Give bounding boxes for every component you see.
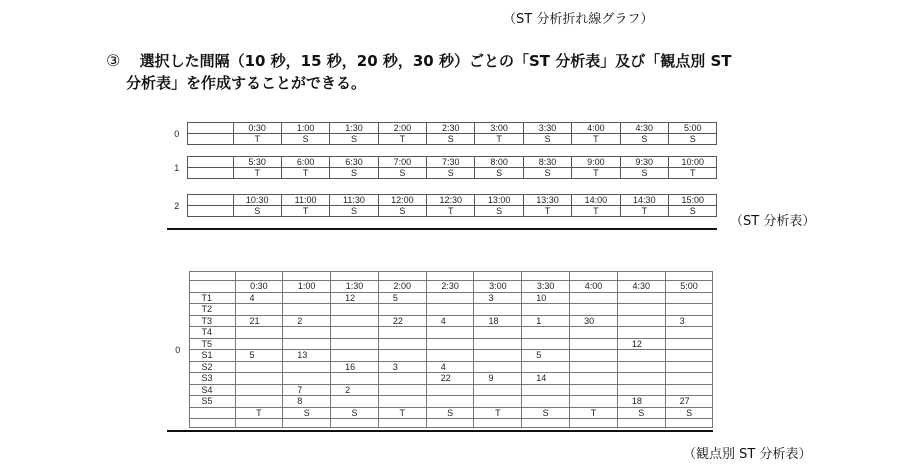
viewpoint-value-cell: [522, 396, 570, 408]
st-code-cell: S: [427, 134, 475, 145]
viewpoint-blank-cell: [426, 272, 474, 281]
st-code-cell: T: [572, 168, 620, 179]
viewpoint-blank-cell: [331, 419, 379, 428]
st-time-cell: 7:30: [427, 157, 475, 168]
viewpoint-blank-cell: [235, 272, 283, 281]
viewpoint-value-cell: [665, 384, 713, 396]
viewpoint-time-header: 0:30: [235, 281, 283, 293]
viewpoint-value-cell: [617, 315, 665, 327]
viewpoint-value-cell: 8: [283, 396, 331, 408]
viewpoint-value-cell: [474, 338, 522, 350]
viewpoint-value-cell: [426, 292, 474, 304]
viewpoint-summary-blank: [189, 407, 235, 419]
viewpoint-value-cell: [426, 350, 474, 362]
viewpoint-value-cell: [665, 350, 713, 362]
st-table-group: [167, 156, 717, 179]
st-code-cell: S: [523, 134, 571, 145]
viewpoint-summary-code: T: [474, 407, 522, 419]
viewpoint-value-cell: 1: [522, 315, 570, 327]
st-group-label: 2: [167, 195, 187, 217]
viewpoint-value-cell: [331, 396, 379, 408]
viewpoint-summary-code: S: [665, 407, 713, 419]
viewpoint-value-cell: [522, 327, 570, 339]
viewpoint-row-label: S2: [189, 361, 235, 373]
viewpoint-value-cell: [570, 304, 618, 316]
viewpoint-row-label: T5: [189, 338, 235, 350]
st-code-cell: S: [523, 168, 571, 179]
st-table-group: [167, 122, 717, 145]
viewpoint-value-cell: [665, 304, 713, 316]
viewpoint-value-cell: 22: [378, 315, 426, 327]
viewpoint-group-label: 0: [167, 272, 189, 428]
viewpoint-row-label: S5: [189, 396, 235, 408]
st-code-cell: S: [281, 134, 329, 145]
st-time-cell: 0:30: [233, 123, 281, 134]
viewpoint-value-cell: 5: [235, 350, 283, 362]
heading-line-1: 選択した間隔（10 秒，15 秒，20 秒，30 秒）ごとの「ST 分析表」及び「観点別 ST: [139, 52, 732, 70]
viewpoint-blank-cell: [570, 272, 618, 281]
st-time-cell: 14:30: [620, 195, 668, 206]
st-time-cell: 3:30: [523, 123, 571, 134]
st-time-cell: 6:30: [330, 157, 378, 168]
st-time-cell: 8:00: [475, 157, 523, 168]
viewpoint-value-cell: [426, 396, 474, 408]
st-code-cell: T: [378, 134, 426, 145]
st-time-cell: 1:30: [330, 123, 378, 134]
viewpoint-value-cell: [235, 361, 283, 373]
viewpoint-blank-cell: [617, 419, 665, 428]
st-time-cell: 10:00: [669, 157, 717, 168]
viewpoint-value-cell: [617, 350, 665, 362]
viewpoint-value-cell: [235, 384, 283, 396]
st-time-cell: 11:00: [281, 195, 329, 206]
st-time-cell: 8:30: [523, 157, 571, 168]
viewpoint-blank-cell: [522, 272, 570, 281]
viewpoint-time-header: 4:30: [617, 281, 665, 293]
viewpoint-blank-cell: [235, 419, 283, 428]
st-time-cell: 9:30: [620, 157, 668, 168]
viewpoint-time-header: 2:30: [426, 281, 474, 293]
viewpoint-value-cell: [235, 396, 283, 408]
viewpoint-value-cell: 16: [331, 361, 379, 373]
viewpoint-row-label: T3: [189, 315, 235, 327]
st-code-cell: S: [330, 206, 378, 217]
viewpoint-time-header: 4:00: [570, 281, 618, 293]
st-code-cell: T: [523, 206, 571, 217]
st-blank-cell: [187, 206, 233, 217]
st-blank-cell: [187, 168, 233, 179]
st-code-cell: T: [572, 206, 620, 217]
st-time-cell: 12:30: [427, 195, 475, 206]
viewpoint-time-header: 3:30: [522, 281, 570, 293]
viewpoint-value-cell: [283, 338, 331, 350]
st-time-cell: 2:30: [427, 123, 475, 134]
viewpoint-value-cell: [283, 327, 331, 339]
viewpoint-value-cell: 5: [378, 292, 426, 304]
viewpoint-value-cell: [570, 338, 618, 350]
viewpoint-row-label: S4: [189, 384, 235, 396]
circled-number-marker: ③: [106, 51, 121, 70]
viewpoint-value-cell: 18: [474, 315, 522, 327]
st-code-cell: T: [475, 134, 523, 145]
viewpoint-value-cell: [378, 384, 426, 396]
viewpoint-blank-cell: [378, 419, 426, 428]
st-time-cell: 4:30: [620, 123, 668, 134]
st-code-cell: T: [281, 206, 329, 217]
st-code-cell: S: [669, 206, 717, 217]
viewpoint-value-cell: [665, 327, 713, 339]
st-code-cell: T: [669, 168, 717, 179]
st-time-cell: 15:00: [669, 195, 717, 206]
viewpoint-value-cell: [570, 327, 618, 339]
viewpoint-value-cell: [570, 373, 618, 385]
st-code-cell: S: [233, 206, 281, 217]
viewpoint-value-cell: [617, 373, 665, 385]
viewpoint-value-cell: [617, 327, 665, 339]
viewpoint-time-header: 1:00: [283, 281, 331, 293]
viewpoint-summary-code: S: [283, 407, 331, 419]
viewpoint-blank-cell: [474, 272, 522, 281]
viewpoint-blank-cell: [665, 419, 713, 428]
viewpoint-header-blank: [189, 281, 235, 293]
viewpoint-table-row: [167, 350, 713, 362]
viewpoint-value-cell: 10: [522, 292, 570, 304]
viewpoint-value-cell: [426, 304, 474, 316]
viewpoint-value-cell: 4: [426, 361, 474, 373]
viewpoint-value-cell: [378, 304, 426, 316]
viewpoint-value-cell: [570, 292, 618, 304]
viewpoint-table-row: [167, 315, 713, 327]
viewpoint-blank-cell: [617, 272, 665, 281]
st-time-cell: 10:30: [233, 195, 281, 206]
st-time-cell: 2:00: [378, 123, 426, 134]
viewpoint-value-cell: [665, 338, 713, 350]
viewpoint-value-cell: [378, 373, 426, 385]
viewpoint-blank-cell: [378, 272, 426, 281]
viewpoint-value-cell: 5: [522, 350, 570, 362]
viewpoint-value-cell: 2: [331, 384, 379, 396]
viewpoint-time-header: 1:30: [331, 281, 379, 293]
viewpoint-value-cell: 4: [235, 292, 283, 304]
viewpoint-value-cell: 21: [235, 315, 283, 327]
viewpoint-value-cell: [235, 304, 283, 316]
viewpoint-value-cell: 22: [426, 373, 474, 385]
viewpoint-value-cell: 12: [617, 338, 665, 350]
viewpoint-value-cell: 9: [474, 373, 522, 385]
viewpoint-value-cell: [522, 338, 570, 350]
st-group-label: 0: [167, 123, 187, 145]
st-code-cell: S: [475, 168, 523, 179]
viewpoint-value-cell: 3: [378, 361, 426, 373]
viewpoint-value-cell: [474, 350, 522, 362]
viewpoint-blank-cell: [331, 272, 379, 281]
viewpoint-blank-cell: [522, 419, 570, 428]
st-time-cell: 13:00: [475, 195, 523, 206]
st-time-cell: 7:00: [378, 157, 426, 168]
viewpoint-value-cell: [331, 327, 379, 339]
chart-caption: （ST 分析折れ線グラフ）: [503, 12, 654, 27]
viewpoint-summary-code: S: [617, 407, 665, 419]
viewpoint-value-cell: [426, 384, 474, 396]
st-code-cell: S: [669, 134, 717, 145]
viewpoint-time-header: 5:00: [665, 281, 713, 293]
viewpoint-value-cell: [522, 361, 570, 373]
viewpoint-value-cell: 27: [665, 396, 713, 408]
st-table-caption: （ST 分析表）: [730, 214, 816, 229]
viewpoint-value-cell: 12: [331, 292, 379, 304]
st-time-cell: 9:00: [572, 157, 620, 168]
viewpoint-value-cell: [235, 327, 283, 339]
st-code-cell: T: [620, 206, 668, 217]
viewpoint-value-cell: [331, 350, 379, 362]
st-code-cell: S: [378, 206, 426, 217]
st-time-cell: 1:00: [281, 123, 329, 134]
viewpoint-table-row: [167, 338, 713, 350]
st-code-cell: S: [330, 134, 378, 145]
viewpoint-value-cell: [331, 338, 379, 350]
viewpoint-table-row: [167, 327, 713, 339]
viewpoint-table-grid: [167, 271, 713, 428]
viewpoint-value-cell: [665, 292, 713, 304]
viewpoint-value-cell: [617, 292, 665, 304]
viewpoint-row-label: S1: [189, 350, 235, 362]
st-code-cell: T: [427, 206, 475, 217]
viewpoint-value-cell: 2: [283, 315, 331, 327]
st-blank-cell: [187, 123, 233, 134]
viewpoint-row-label: T2: [189, 304, 235, 316]
viewpoint-row-label: T4: [189, 327, 235, 339]
viewpoint-value-cell: 3: [665, 315, 713, 327]
viewpoint-value-cell: [283, 361, 331, 373]
st-time-cell: 11:30: [330, 195, 378, 206]
st-code-cell: S: [330, 168, 378, 179]
st-time-cell: 6:00: [281, 157, 329, 168]
viewpoint-value-cell: [665, 373, 713, 385]
viewpoint-summary-code: S: [426, 407, 474, 419]
viewpoint-value-cell: [331, 304, 379, 316]
viewpoint-value-cell: [570, 384, 618, 396]
viewpoint-summary-code: T: [235, 407, 283, 419]
heading-line-2: 分析表」を作成することができる。: [126, 74, 367, 92]
section-heading: [106, 50, 731, 72]
viewpoint-table-bottom-rule: [167, 430, 713, 432]
st-time-cell: 4:00: [572, 123, 620, 134]
st-time-cell: 5:00: [669, 123, 717, 134]
viewpoint-value-cell: [665, 361, 713, 373]
st-time-cell: 12:00: [378, 195, 426, 206]
viewpoint-value-cell: [522, 304, 570, 316]
viewpoint-value-cell: 3: [474, 292, 522, 304]
viewpoint-value-cell: [617, 304, 665, 316]
viewpoint-row-label: S3: [189, 373, 235, 385]
viewpoint-value-cell: [474, 396, 522, 408]
viewpoint-table-row: [167, 361, 713, 373]
st-blank-cell: [187, 195, 233, 206]
st-time-cell: 3:00: [475, 123, 523, 134]
st-table-group: [167, 194, 717, 217]
viewpoint-value-cell: 30: [570, 315, 618, 327]
viewpoint-value-cell: [378, 396, 426, 408]
viewpoint-value-cell: [570, 361, 618, 373]
st-code-cell: S: [620, 168, 668, 179]
viewpoint-table-row: [167, 396, 713, 408]
viewpoint-summary-code: T: [378, 407, 426, 419]
viewpoint-value-cell: 4: [426, 315, 474, 327]
viewpoint-value-cell: [331, 373, 379, 385]
viewpoint-value-cell: [235, 373, 283, 385]
viewpoint-blank-cell: [189, 272, 235, 281]
viewpoint-row-label: T1: [189, 292, 235, 304]
viewpoint-value-cell: [474, 327, 522, 339]
viewpoint-summary-code: T: [570, 407, 618, 419]
viewpoint-table-caption: （観点別 ST 分析表）: [683, 447, 812, 462]
st-time-cell: 14:00: [572, 195, 620, 206]
st-code-cell: T: [572, 134, 620, 145]
viewpoint-time-header: 3:00: [474, 281, 522, 293]
viewpoint-table-row: [167, 304, 713, 316]
viewpoint-value-cell: [283, 292, 331, 304]
st-time-cell: 5:30: [233, 157, 281, 168]
st-code-cell: S: [620, 134, 668, 145]
st-code-cell: T: [233, 168, 281, 179]
st-table-bottom-rule: [167, 228, 717, 230]
viewpoint-value-cell: [570, 350, 618, 362]
viewpoint-value-cell: 7: [283, 384, 331, 396]
viewpoint-blank-cell: [474, 419, 522, 428]
st-code-cell: S: [475, 206, 523, 217]
viewpoint-value-cell: [378, 327, 426, 339]
st-code-cell: T: [281, 168, 329, 179]
viewpoint-blank-cell: [665, 272, 713, 281]
viewpoint-value-cell: 18: [617, 396, 665, 408]
viewpoint-value-cell: 14: [522, 373, 570, 385]
viewpoint-value-cell: [378, 350, 426, 362]
viewpoint-value-cell: [617, 384, 665, 396]
viewpoint-blank-cell: [570, 419, 618, 428]
viewpoint-time-header: 2:00: [378, 281, 426, 293]
viewpoint-value-cell: [426, 338, 474, 350]
st-blank-cell: [187, 134, 233, 145]
viewpoint-summary-code: S: [331, 407, 379, 419]
viewpoint-blank-cell: [283, 272, 331, 281]
st-code-cell: S: [378, 168, 426, 179]
viewpoint-value-cell: [426, 327, 474, 339]
viewpoint-summary-code: S: [522, 407, 570, 419]
viewpoint-value-cell: [283, 304, 331, 316]
viewpoint-value-cell: [474, 384, 522, 396]
st-blank-cell: [187, 157, 233, 168]
viewpoint-value-cell: [331, 315, 379, 327]
viewpoint-table-row: [167, 373, 713, 385]
viewpoint-table-row: [167, 292, 713, 304]
viewpoint-value-cell: [570, 396, 618, 408]
viewpoint-blank-cell: [426, 419, 474, 428]
st-group-label: 1: [167, 157, 187, 179]
viewpoint-table-row: [167, 384, 713, 396]
viewpoint-blank-cell: [283, 419, 331, 428]
st-time-cell: 13:30: [523, 195, 571, 206]
viewpoint-value-cell: [474, 304, 522, 316]
st-code-cell: S: [427, 168, 475, 179]
viewpoint-value-cell: 13: [283, 350, 331, 362]
viewpoint-value-cell: [522, 384, 570, 396]
viewpoint-value-cell: [474, 361, 522, 373]
viewpoint-value-cell: [283, 373, 331, 385]
viewpoint-value-cell: [235, 338, 283, 350]
viewpoint-value-cell: [378, 338, 426, 350]
viewpoint-blank-cell: [189, 419, 235, 428]
st-code-cell: T: [233, 134, 281, 145]
viewpoint-value-cell: [617, 361, 665, 373]
